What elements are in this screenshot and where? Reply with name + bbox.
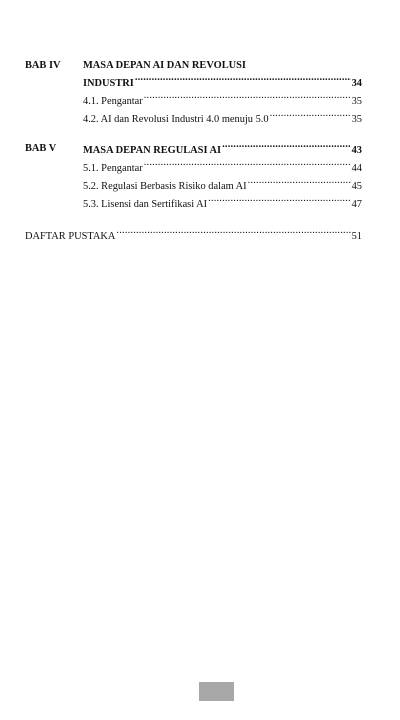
page-number: 35 [351,114,362,125]
section-title: 5.3. Lisensi dan Sertifikasi AI [83,199,208,210]
toc-entry-5-1[interactable] [83,159,362,177]
dot-leader [135,74,351,86]
section-title: 4.2. AI dan Revolusi Industri 4.0 menuju 5.0 [83,114,269,125]
chapter-label: BAB IV [25,60,61,71]
dot-leader [208,195,351,207]
chapter-title-line: INDUSTRI [83,78,134,89]
page-number: 45 [351,181,362,192]
dot-leader [116,227,350,239]
page-number: 43 [351,145,362,156]
toc-entry-chapter-5[interactable] [83,141,362,159]
dot-leader [222,141,351,153]
section-list [83,159,362,213]
page-number: 51 [351,231,362,242]
section-list [83,92,362,128]
chapter-label: BAB V [25,143,57,154]
toc-entry-chapter-4[interactable] [83,74,362,92]
chapter-heading [25,58,362,92]
page-number: 34 [351,78,362,89]
dot-leader [270,110,351,122]
toc-entry-bibliography[interactable] [25,227,362,245]
dot-leader [248,177,351,189]
bibliography-title: DAFTAR PUSTAKA [25,231,116,242]
dot-leader [144,159,351,171]
chapter-title-block [83,58,362,92]
page-number: 44 [351,163,362,174]
toc-chapter-5 [25,141,362,213]
section-title: 5.2. Regulasi Berbasis Risiko dalam AI [83,181,247,192]
chapter-title-line: MASA DEPAN REGULASI AI [83,145,222,156]
toc-entry-4-1[interactable] [83,92,362,110]
toc-entry-5-3[interactable] [83,195,362,213]
toc-entry-4-2[interactable] [83,110,362,128]
toc-chapter-4 [25,58,362,128]
section-title: 5.1. Pengantar [83,163,143,174]
page-number: 35 [351,96,362,107]
table-of-contents [25,58,362,245]
page-number: 47 [351,199,362,210]
toc-entry-5-2[interactable] [83,177,362,195]
dot-leader [144,92,351,104]
chapter-title-block [83,141,362,159]
page-indicator[interactable] [199,682,234,701]
section-title: 4.1. Pengantar [83,96,143,107]
chapter-title-line: MASA DEPAN AI DAN REVOLUSI [83,60,246,71]
chapter-heading [25,141,362,159]
